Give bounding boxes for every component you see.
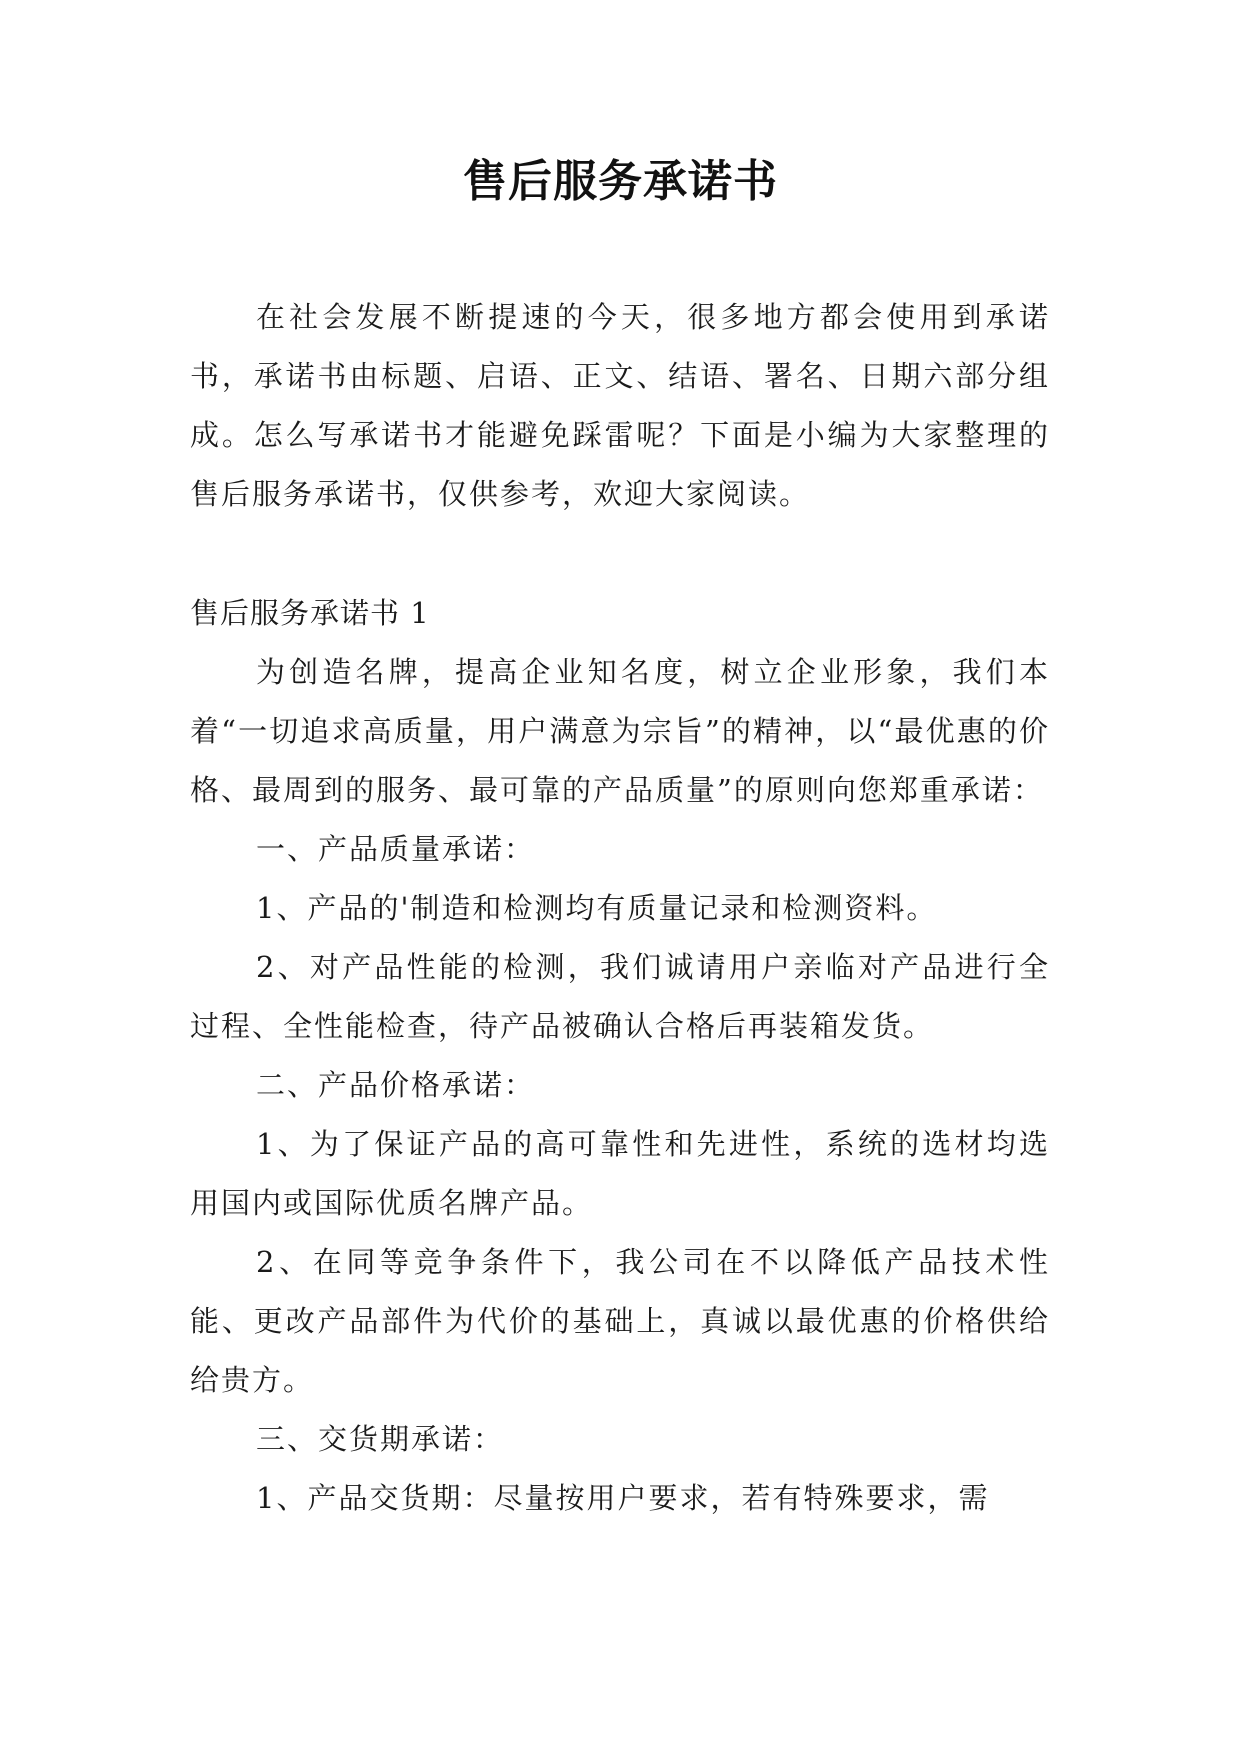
heading-delivery-commitment: 三、交货期承诺： — [256, 1422, 505, 1456]
paragraph-price-1: 1、为了保证产品的高可靠性和先进性，系统的选材均选用国内或国际优质名牌产品。 — [190, 1127, 1050, 1220]
paragraph-quality-1: 1、产品的'制造和检测均有质量记录和检测资料。 — [256, 891, 938, 925]
document-title: 售后服务承诺书 — [463, 156, 778, 207]
section-heading: 售后服务承诺书 1 — [190, 596, 430, 630]
paragraph-price-2: 2、在同等竞争条件下，我公司在不以降低产品技术性能、更改产品部件为代价的基础上，真诚以最优惠的价格供给给贵方。 — [190, 1245, 1050, 1397]
document-body — [190, 288, 1050, 1528]
paragraph-quality-2: 2、对产品性能的检测，我们诚请用户亲临对产品进行全过程、全性能检查，待产品被确认合格后再装箱发货。 — [190, 950, 1050, 1043]
intro-paragraph: 在社会发展不断提速的今天，很多地方都会使用到承诺书，承诺书由标题、启语、正文、结语、署名、日期六部分组成。怎么写承诺书才能避免踩雷呢？下面是小编为大家整理的售后服务承诺书，仅供参考，欢迎大家阅读。 — [190, 300, 1050, 511]
paragraph-principle: 为创造名牌，提高企业知名度，树立企业形象，我们本着“一切追求高质量，用户满意为宗旨”的精神，以“最优惠的价格、最周到的服务、最可靠的产品质量”的原则向您郑重承诺： — [190, 655, 1050, 807]
paragraph-delivery-1: 1、产品交货期：尽量按用户要求，若有特殊要求，需 — [256, 1481, 990, 1515]
heading-quality-commitment: 一、产品质量承诺： — [256, 832, 536, 866]
heading-price-commitment: 二、产品价格承诺： — [256, 1068, 536, 1102]
